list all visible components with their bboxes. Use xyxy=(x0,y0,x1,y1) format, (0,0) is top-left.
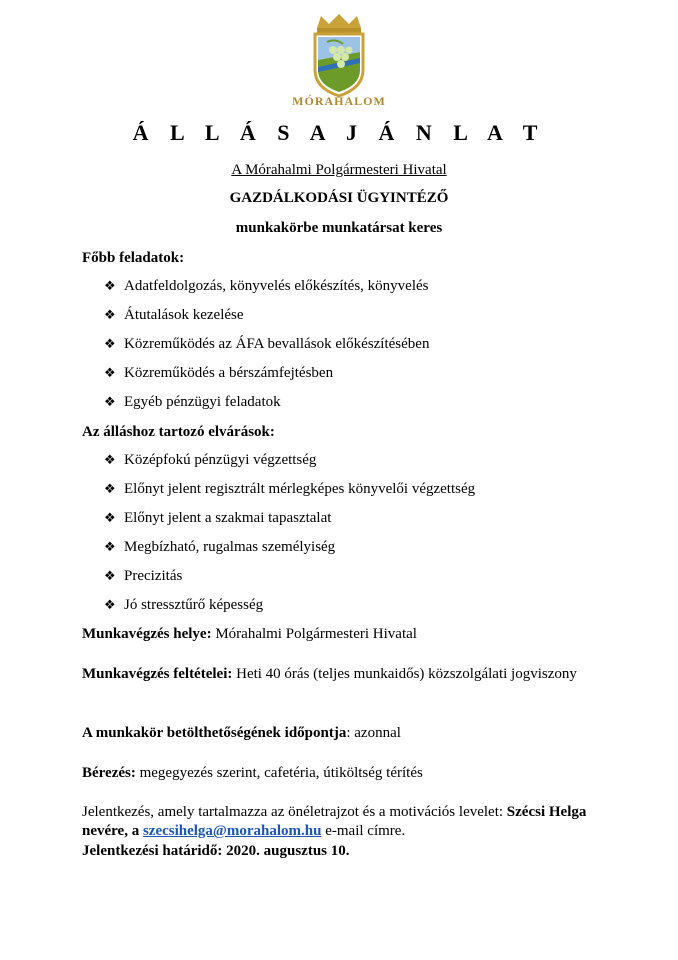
list-item: ❖ Középfokú pénzügyi végzettség xyxy=(104,452,317,468)
tasks-heading: Főbb feladatok: xyxy=(82,250,185,266)
deadline-line: Jelentkezési határidő: 2020. augusztus 10. xyxy=(82,843,350,859)
workplace-line: Munkavégzés helye: Mórahalmi Polgármesteri Hivatal xyxy=(82,626,417,642)
page-title: Á L L Á S A J Á N L A T xyxy=(132,120,546,145)
application-text: Jelentkezés, amely tartalmazza az önéletrajzot és a motivációs levelet: Szécsi Helga nevére, a szecsihelga@morahalom.hu e-mail címre. xyxy=(82,804,587,839)
logo-label: MÓRAHALOM xyxy=(292,94,386,108)
bullet-icon: ❖ xyxy=(104,337,116,352)
bullet-icon: ❖ xyxy=(104,308,116,323)
list-item: ❖ Előnyt jelent regisztrált mérlegképes könyvelői végzettség xyxy=(104,481,476,497)
bullet-icon: ❖ xyxy=(104,482,116,497)
employer-name: A Mórahalmi Polgármesteri Hivatal xyxy=(231,162,447,178)
list-item: ❖ Előnyt jelent a szakmai tapasztalat xyxy=(104,510,332,526)
bullet-icon: ❖ xyxy=(104,540,116,555)
bullet-icon: ❖ xyxy=(104,569,116,584)
list-item: ❖ Átutalások kezelése xyxy=(104,307,244,323)
list-item: ❖ Jó stressztűrő képesség xyxy=(104,597,264,613)
bullet-icon: ❖ xyxy=(104,366,116,381)
salary-line: Bérezés: megegyezés szerint, cafetéria, útiköltség térítés xyxy=(82,765,423,781)
list-item: ❖ Közreműködés az ÁFA bevallások előkészítésében xyxy=(104,336,430,352)
start-line: A munkakör betölthetőségének időpontja: azonnal xyxy=(82,725,401,741)
email-link[interactable]: szecsihelga@morahalom.hu xyxy=(142,823,322,839)
list-item: ❖ Egyéb pénzügyi feladatok xyxy=(104,394,281,410)
seeking-text: munkakörbe munkatársat keres xyxy=(235,220,443,236)
bullet-icon: ❖ xyxy=(104,598,116,613)
bullet-icon: ❖ xyxy=(104,279,116,294)
requirements-heading: Az álláshoz tartozó elvárások: xyxy=(82,424,275,440)
list-item: ❖ Adatfeldolgozás, könyvelés előkészítés, könyvelés xyxy=(104,278,429,294)
bullet-icon: ❖ xyxy=(104,453,116,468)
list-item: ❖ Megbízható, rugalmas személyiség xyxy=(104,539,336,555)
conditions-line: Munkavégzés feltételei: Heti 40 órás (teljes munkaidős) közszolgálati jogviszony xyxy=(82,666,577,682)
list-item: ❖ Precizitás xyxy=(104,568,183,584)
bullet-icon: ❖ xyxy=(104,395,116,410)
position-title: GAZDÁLKODÁSI ÜGYINTÉZŐ xyxy=(229,190,449,206)
list-item: ❖ Közreműködés a bérszámfejtésben xyxy=(104,365,334,381)
bullet-icon: ❖ xyxy=(104,511,116,526)
